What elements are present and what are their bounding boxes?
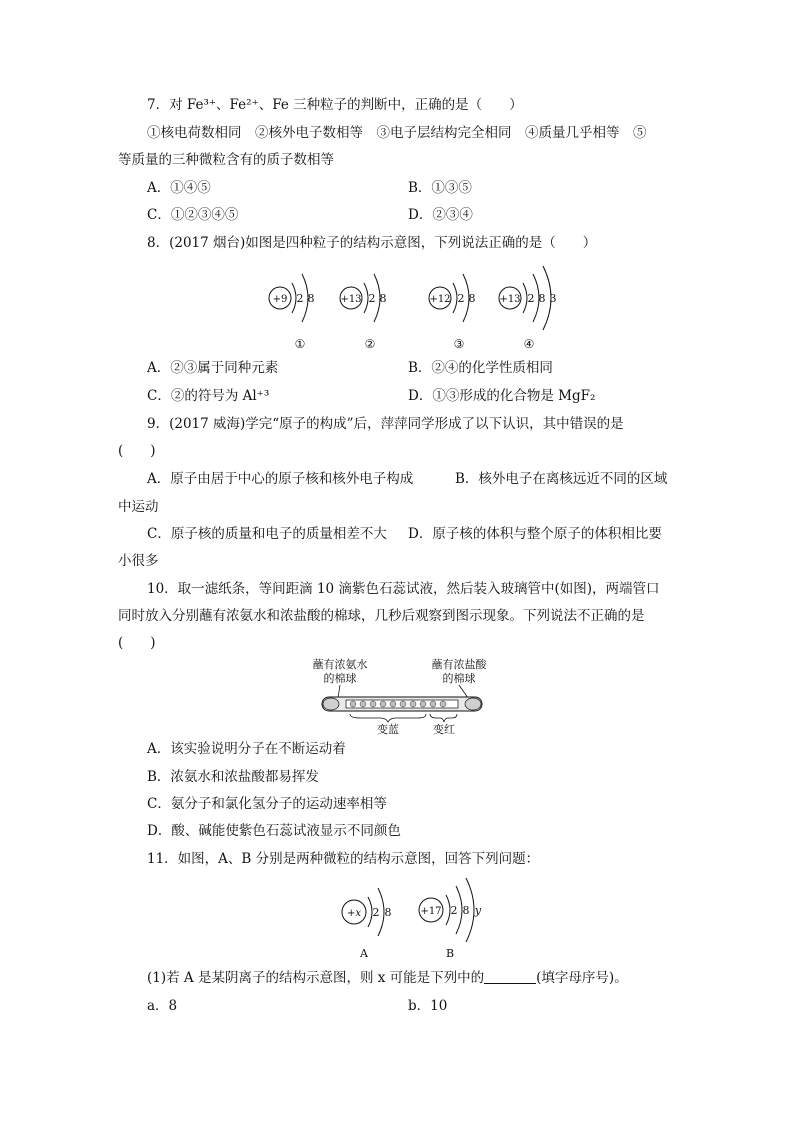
nucleus-label: +17 [420, 906, 442, 917]
red-label: 变红 [433, 723, 455, 736]
q10-option-c: C．氨分子和氯化氢分子的运动速率相等 [147, 796, 387, 812]
shell-electrons: 2 [368, 292, 376, 305]
atom-diagram-3 [429, 274, 476, 351]
shell-electrons: 2 [457, 292, 465, 305]
q9-option-d-line1: D．原子核的体积与整个原子的体积相比要 [408, 526, 662, 542]
q10-stem-line2: 同时放入分别蘸有浓氨水和浓盐酸的棉球，几秒后观察到图示现象。下列说法不正确的是 [118, 608, 645, 624]
q10-answer-paren: ( ) [118, 635, 156, 651]
q9-option-b-line2: 中运动 [118, 499, 159, 515]
nucleus-label: +13 [499, 294, 521, 305]
q11-stem: 11．如图，A、B 分别是两种微粒的结构示意图，回答下列问题： [147, 851, 540, 867]
q9-answer-paren: ( ) [118, 443, 156, 459]
shell-electrons: 8 [379, 292, 387, 305]
shell-electrons: 2 [450, 904, 458, 917]
diagram-label: ④ [523, 337, 535, 351]
q7-option-c: C．①②③④⑤ [147, 207, 239, 223]
q10-stem-line1: 10．取一滤纸条，等间距滴 10 滴紫色石蕊试液，然后装入玻璃管中(如图)，两端管口 [147, 581, 660, 597]
diagram-label: ② [364, 337, 376, 351]
shell-electrons: 8 [538, 292, 546, 305]
left-label-1: 蘸有浓氨水 [312, 658, 368, 671]
q7-stem: 7．对 Fe³⁺、Fe²⁺、Fe 三种粒子的判断中，正确的是（ ） [147, 97, 523, 113]
q11-option-a: a．8 [147, 998, 178, 1014]
q10-option-b: B．浓氨水和浓盐酸都易挥发 [147, 769, 319, 785]
q7-statements-line1: ①核电荷数相同 ②核外电子数相等 ③电子层结构完全相同 ④质量几乎相等 ⑤ [147, 125, 647, 141]
q8-option-b: B．②④的化学性质相同 [408, 360, 553, 376]
q7-option-a: A．①④⑤ [147, 180, 211, 196]
atom-diagram-4 [499, 266, 557, 351]
right-label-1: 蘸有浓盐酸 [431, 658, 487, 671]
right-label-2: 的棉球 [442, 672, 476, 685]
q8-stem: 8．(2017 烟台)如图是四种粒子的结构示意图，下列说法正确的是（ ） [147, 235, 597, 251]
q8-option-c: C．②的符号为 Al⁺³ [147, 388, 270, 404]
nucleus-label: +13 [340, 294, 362, 305]
q9-option-b-line1: B．核外电子在离核远近不同的区域 [455, 471, 668, 487]
q11-sub1-text: (1)若 A 是某阴离子的结构示意图，则 x 可能是下列中的 [147, 970, 485, 986]
shell-electrons: 8 [468, 292, 476, 305]
atom-diagram-a [342, 888, 392, 960]
nucleus-label: +9 [272, 294, 288, 305]
diagram-label: B [445, 947, 455, 960]
shell-electrons: 3 [549, 292, 557, 305]
shell-electrons: 8 [307, 292, 315, 305]
diagram-label: ③ [453, 337, 465, 351]
diagram-label: A [360, 947, 368, 960]
answer-blank[interactable] [484, 969, 536, 984]
blue-label: 变蓝 [377, 723, 399, 736]
q9-option-a: A．原子由居于中心的原子核和核外电子构成 [147, 471, 414, 487]
q11-atom-diagrams [330, 872, 500, 964]
q7-option-d: D．②③④ [408, 207, 473, 223]
q11-sub1-suffix: (填字母序号)。 [536, 970, 628, 986]
left-label-2: 的棉球 [323, 672, 357, 685]
q8-option-d: D．①③形成的化合物是 MgF₂ [408, 388, 596, 404]
nucleus-label: +12 [429, 294, 451, 305]
q11-option-b: b．10 [408, 998, 448, 1014]
q9-stem: 9．(2017 威海)学完“原子的构成”后，萍萍同学形成了以下认识，其中错误的是 [147, 416, 624, 432]
nucleus-label: +x [346, 908, 362, 919]
shell-electrons: y [474, 904, 482, 917]
q9-option-c: C．原子核的质量和电子的质量相差不大 [147, 526, 387, 542]
shell-electrons: 2 [372, 906, 380, 919]
atom-diagram-2 [340, 274, 387, 351]
atom-diagram-b [419, 878, 482, 960]
shell-electrons: 8 [384, 906, 392, 919]
q8-atom-diagrams [250, 258, 580, 354]
shell-electrons: 2 [296, 292, 304, 305]
q10-option-d: D．酸、碱能使紫色石蕊试液显示不同颜色 [147, 823, 401, 839]
shell-electrons: 2 [527, 292, 535, 305]
q10-option-a: A．该实验说明分子在不断运动着 [147, 741, 346, 757]
q8-option-a: A．②③属于同种元素 [147, 360, 279, 376]
q7-statements-line2: 等质量的三种微粒含有的质子数相等 [118, 152, 334, 168]
q9-option-d-line2: 小很多 [118, 553, 159, 569]
atom-diagram-1 [269, 274, 315, 351]
shell-electrons: 8 [462, 904, 470, 917]
diagram-label: ① [294, 337, 306, 351]
q11-sub1 [147, 968, 628, 988]
q7-option-b: B．①③⑤ [408, 180, 472, 196]
q10-tube-figure [300, 656, 500, 736]
